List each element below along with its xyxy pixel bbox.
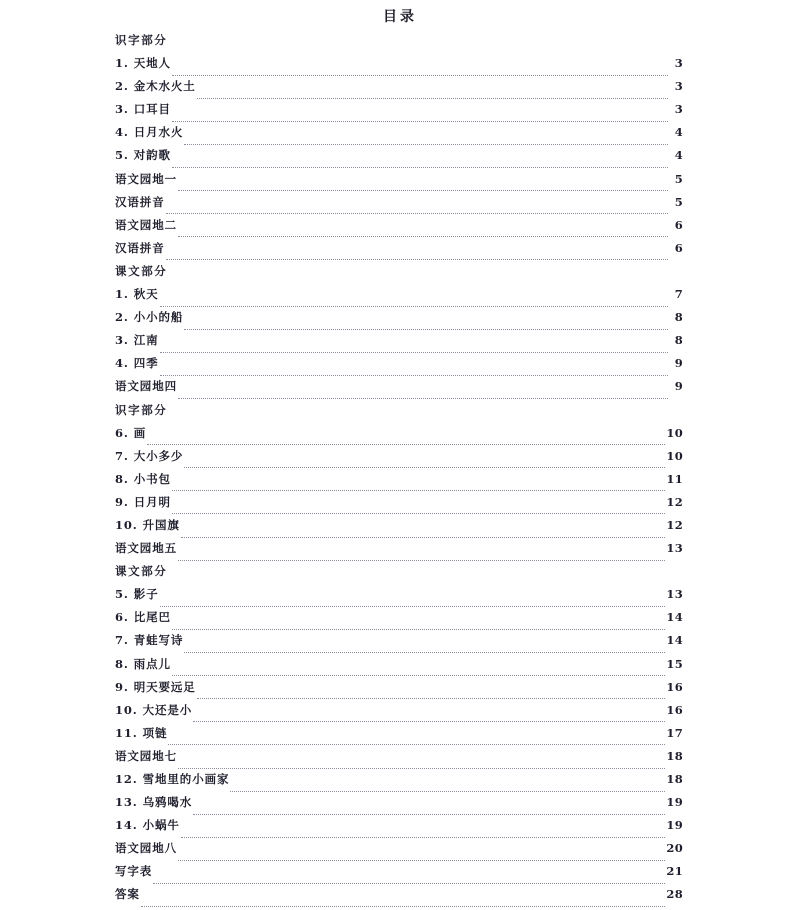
toc-dot-leader: [172, 166, 668, 168]
toc-entry-label: 6. 画: [115, 425, 147, 440]
toc-page-number: 16: [666, 679, 683, 694]
table-of-contents: [0, 32, 800, 910]
toc-entry-label: 12. 雪地里的小画家: [115, 772, 230, 786]
toc-entry-label: 汉语拼音: [115, 240, 165, 255]
toc-dot-leader: [153, 882, 665, 884]
toc-entry-row[interactable]: [115, 609, 683, 632]
toc-page-number: 11: [666, 471, 683, 486]
toc-dot-leader: [172, 674, 665, 676]
toc-entry-label: 3. 口耳目: [115, 102, 171, 117]
toc-dot-leader: [172, 120, 668, 122]
toc-entry-row[interactable]: [115, 124, 683, 147]
toc-entry-label: 2. 金木水火土: [115, 79, 196, 94]
toc-page-number: 18: [666, 772, 683, 786]
toc-dot-leader: [181, 536, 666, 538]
toc-entry-row[interactable]: [115, 471, 683, 494]
toc-entry-row[interactable]: [115, 632, 683, 655]
toc-page-number: 10: [666, 448, 683, 463]
toc-entry-row[interactable]: [115, 217, 683, 240]
toc-dot-leader: [178, 767, 665, 769]
toc-entry-label: 答案: [115, 887, 140, 902]
toc-dot-leader: [181, 836, 666, 838]
toc-entry-row[interactable]: [115, 494, 683, 517]
toc-page-number: 3: [674, 102, 683, 117]
toc-entry-label: 识字部分: [115, 402, 168, 417]
toc-entry-label: 7. 大小多少: [115, 448, 184, 463]
toc-dot-leader: [193, 813, 665, 815]
toc-dot-leader: [168, 743, 665, 745]
toc-entry-row[interactable]: [115, 586, 683, 609]
toc-dot-leader: [184, 651, 665, 653]
toc-entry-row[interactable]: [115, 748, 683, 771]
toc-entry-row[interactable]: [115, 702, 683, 725]
toc-dot-leader: [172, 489, 665, 491]
toc-dot-leader: [178, 859, 665, 861]
toc-page-number: 28: [666, 887, 683, 902]
toc-entry-row[interactable]: [115, 194, 683, 217]
toc-entry-row[interactable]: [115, 794, 683, 817]
toc-dot-leader: [172, 74, 668, 76]
toc-dot-leader: [197, 697, 666, 699]
toc-page-number: 7: [674, 287, 683, 302]
toc-section-header: [115, 402, 683, 425]
toc-entry-row[interactable]: [115, 309, 683, 332]
toc-entry-row[interactable]: [115, 840, 683, 863]
toc-dot-leader: [172, 512, 665, 514]
toc-entry-row[interactable]: [115, 55, 683, 78]
toc-page-number: 6: [674, 240, 683, 255]
toc-entry-row[interactable]: [115, 863, 683, 886]
toc-entry-label: 9. 日月明: [115, 494, 171, 509]
toc-dot-leader: [160, 605, 666, 607]
toc-entry-row[interactable]: [115, 656, 683, 679]
toc-section-header: [115, 32, 683, 55]
toc-page-number: 13: [666, 541, 683, 556]
toc-entry-row[interactable]: [115, 286, 683, 309]
toc-entry-label: 语文园地二: [115, 217, 177, 232]
toc-entry-label: 11. 项链: [115, 725, 168, 740]
toc-entry-label: 语文园地四: [115, 379, 177, 394]
toc-entry-label: 1. 天地人: [115, 56, 171, 71]
toc-page-number: 19: [666, 818, 683, 833]
toc-entry-row[interactable]: [115, 240, 683, 263]
toc-entry-row[interactable]: [115, 771, 683, 794]
toc-dot-leader: [160, 351, 668, 353]
toc-entry-label: 10. 大还是小: [115, 702, 193, 717]
toc-dot-leader: [184, 466, 665, 468]
toc-entry-row[interactable]: [115, 725, 683, 748]
toc-entry-label: 7. 青蛙写诗: [115, 633, 184, 648]
toc-entry-label: 课文部分: [115, 564, 168, 579]
toc-dot-leader: [178, 235, 668, 237]
toc-entry-row[interactable]: [115, 679, 683, 702]
toc-entry-label: 8. 小书包: [115, 471, 171, 486]
toc-entry-label: 3. 江南: [115, 333, 159, 348]
toc-page-number: 9: [674, 356, 683, 371]
toc-page-number: 19: [666, 795, 683, 810]
toc-dot-leader: [178, 559, 665, 561]
toc-entry-label: 13. 乌鸦喝水: [115, 795, 193, 810]
toc-dot-leader: [160, 374, 668, 376]
toc-dot-leader: [172, 628, 665, 630]
toc-dot-leader: [178, 397, 668, 399]
toc-entry-row[interactable]: [115, 78, 683, 101]
toc-entry-label: 1. 秋天: [115, 287, 159, 302]
toc-entry-row[interactable]: [115, 886, 683, 909]
toc-page-number: 5: [674, 194, 683, 209]
toc-dot-leader: [160, 305, 668, 307]
toc-page-number: 16: [666, 702, 683, 717]
toc-dot-leader: [147, 443, 665, 445]
toc-entry-label: 写字表: [115, 864, 153, 879]
toc-entry-label: 14. 小蜗牛: [115, 818, 180, 833]
toc-page-number: 8: [674, 333, 683, 348]
toc-entry-row[interactable]: [115, 517, 683, 540]
toc-entry-label: 语文园地八: [115, 841, 177, 856]
toc-page-number: 14: [666, 610, 683, 625]
page-title: 目录: [383, 9, 417, 25]
toc-entry-row[interactable]: [115, 332, 683, 355]
toc-entry-label: 语文园地七: [115, 748, 177, 763]
toc-page-number: 6: [674, 217, 683, 232]
toc-section-header: [115, 563, 683, 586]
toc-entry-label: 2. 小小的船: [115, 310, 184, 325]
toc-dot-leader: [166, 212, 668, 214]
toc-page-number: 14: [666, 633, 683, 648]
toc-page-number: 20: [666, 841, 683, 856]
toc-entry-row[interactable]: [115, 355, 683, 378]
toc-page-number: 3: [674, 56, 683, 71]
toc-entry-label: 5. 影子: [115, 587, 159, 602]
toc-page-number: 21: [666, 864, 683, 879]
toc-entry-row[interactable]: [115, 540, 683, 563]
toc-dot-leader: [141, 905, 666, 907]
toc-entry-label: 6. 比尾巴: [115, 610, 171, 625]
toc-page-number: 15: [666, 656, 683, 671]
toc-entry-row[interactable]: [115, 817, 683, 840]
toc-page-number: 18: [666, 748, 683, 763]
toc-page-number: 12: [666, 517, 683, 532]
toc-entry-label: 语文园地一: [115, 171, 177, 186]
toc-entry-row[interactable]: [115, 147, 683, 170]
toc-dot-leader: [178, 189, 668, 191]
toc-entry-row[interactable]: [115, 101, 683, 124]
toc-page-number: 12: [666, 494, 683, 509]
toc-entry-label: 10. 升国旗: [115, 517, 180, 532]
toc-page-number: 17: [666, 725, 683, 740]
toc-entry-label: 9. 明天要远足: [115, 679, 196, 694]
toc-entry-row[interactable]: [115, 448, 683, 471]
toc-page-number: 5: [674, 171, 683, 186]
toc-page-number: 4: [674, 148, 683, 163]
toc-entry-label: 4. 日月水火: [115, 125, 184, 140]
toc-dot-leader: [197, 97, 668, 99]
toc-section-header: [115, 263, 683, 286]
toc-dot-leader: [193, 720, 665, 722]
toc-dot-leader: [166, 258, 668, 260]
toc-page-number: 9: [674, 379, 683, 394]
toc-entry-label: 课文部分: [115, 263, 168, 278]
toc-entry-label: 语文园地五: [115, 541, 177, 556]
toc-dot-leader: [230, 790, 665, 792]
toc-page-number: 8: [674, 310, 683, 325]
toc-entry-label: 识字部分: [115, 33, 168, 47]
toc-page-number: 10: [666, 425, 683, 440]
toc-page-number: 3: [674, 79, 683, 94]
toc-entry-row[interactable]: [115, 378, 683, 401]
toc-entry-label: 5. 对韵歌: [115, 148, 171, 163]
toc-entry-label: 汉语拼音: [115, 194, 165, 209]
toc-entry-label: 4. 四季: [115, 356, 159, 371]
toc-dot-leader: [184, 328, 668, 330]
toc-entry-row[interactable]: [115, 425, 683, 448]
toc-page-number: 4: [674, 125, 683, 140]
toc-entry-row[interactable]: [115, 171, 683, 194]
toc-dot-leader: [184, 143, 668, 145]
toc-entry-label: 8. 雨点儿: [115, 656, 171, 671]
toc-page-number: 13: [666, 587, 683, 602]
